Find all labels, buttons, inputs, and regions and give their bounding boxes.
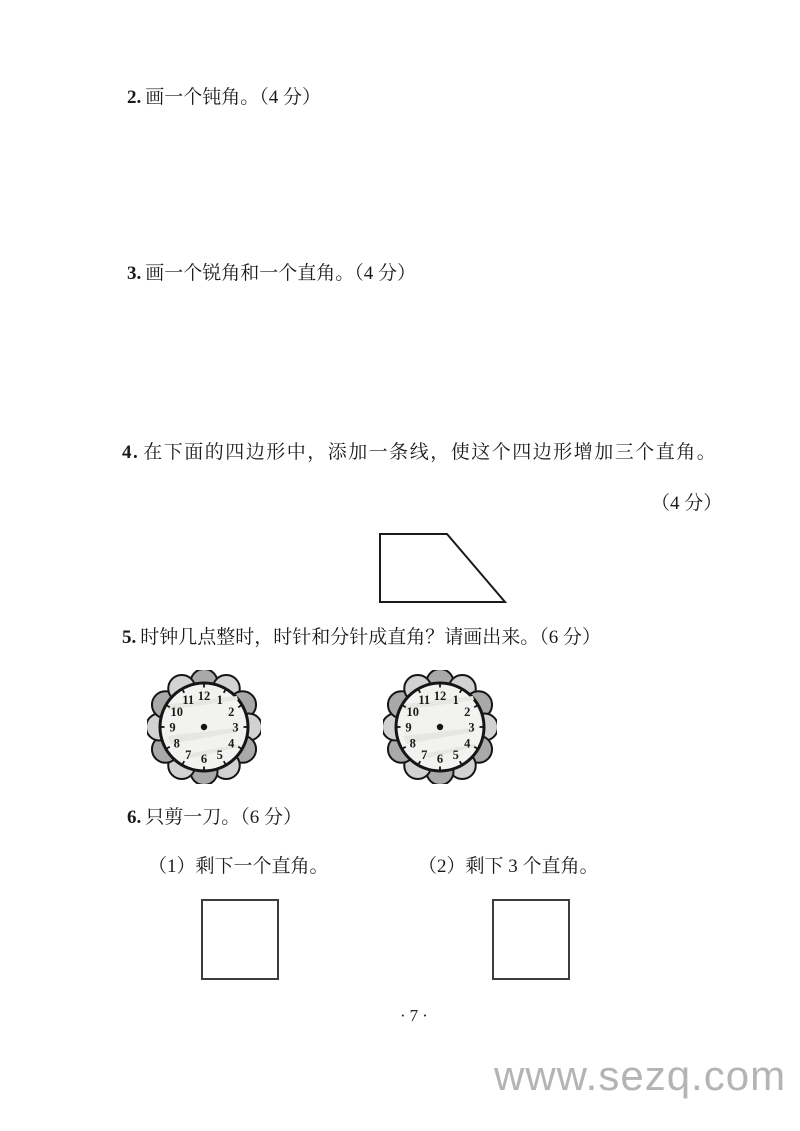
question-6-number: 6. [127,807,142,828]
clock-number: 7 [185,747,192,762]
clock-number: 12 [433,689,447,703]
clock-number: 8 [409,736,416,751]
clock-number: 10 [170,704,183,719]
clock-number: 3 [468,720,475,735]
question-6-sub-1: （1）剩下一个直角。 [148,856,329,877]
clock-number: 2 [228,704,235,719]
question-3-number: 3. [127,263,142,284]
question-6 [127,805,302,831]
question-5-text: 时钟几点整时，时针和分针成直角？请画出来。（6 分） [140,627,602,648]
clock-number: 10 [406,704,419,719]
clock-number: 2 [464,704,471,719]
clock-number: 11 [182,693,195,708]
clock-number: 12 [197,689,211,703]
question-4-number: 4. [122,442,140,463]
cut-square-1 [201,899,279,980]
clock-center-dot [437,724,443,730]
clock-number: 7 [421,747,428,762]
clock-face-1 [147,670,261,784]
clock-center-dot [201,724,207,730]
page-number: ·7· [400,1006,432,1025]
question-4-text: 在下面的四边形中，添加一条线，使这个四边形增加三个直角。 [143,442,718,463]
clock-number: 9 [169,720,176,735]
question-4 [122,440,717,466]
cut-square-2 [492,899,570,980]
watermark: www.sezq.com [494,1052,787,1099]
clock-number: 6 [200,752,208,766]
clock-number: 9 [405,720,412,735]
clock-number: 3 [232,720,239,735]
question-2-text: 画一个钝角。（4 分） [145,87,322,108]
clock-number: 6 [436,752,444,766]
clock-number: 5 [216,747,223,762]
clock-number: 1 [216,693,223,708]
clock-number: 1 [452,693,459,708]
question-6-text: 只剪一刀。（6 分） [145,807,303,828]
question-2-number: 2. [127,87,142,108]
clock-face-2 [383,670,497,784]
clock-number: 8 [173,736,180,751]
question-3 [127,261,416,287]
clock-number: 4 [464,736,471,751]
clock-number: 11 [418,693,431,708]
clock-number: 5 [452,747,459,762]
question-6-sub-2: （2）剩下 3 个直角。 [418,856,599,877]
clock-number: 4 [228,736,235,751]
question-4-score: （4 分） [651,493,723,514]
question-5 [122,625,601,651]
question-5-number: 5. [122,627,137,648]
quadrilateral-shape [375,527,515,609]
question-2 [127,85,321,111]
question-3-text: 画一个锐角和一个直角。（4 分） [145,263,417,284]
